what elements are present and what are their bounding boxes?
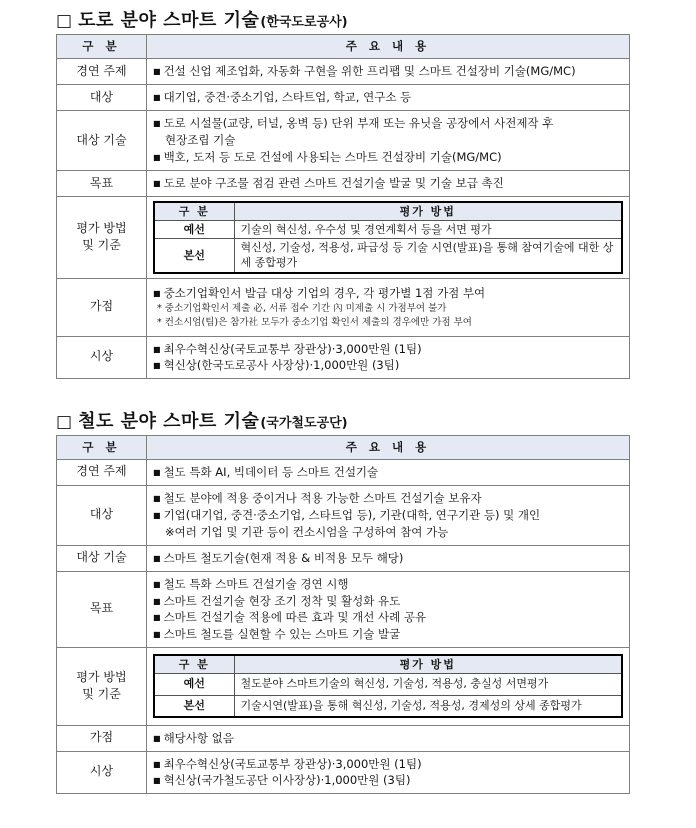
row-value: ■ 해당사항 없음 [153, 730, 623, 747]
row-value: ■ 기업(대기업, 중견·중소기업, 스타트업 등), 기관(대학, 연구기관 등) 및 개인 [153, 507, 623, 524]
row-label: 경연 주제 [57, 459, 147, 485]
section2-heading: 철도 분야 스마트 기술 [78, 410, 260, 432]
row-label: 목표 [57, 171, 147, 197]
row-value: ■ 최우수혁신상(국토교통부 장관상)·3,000만원 (1팀) [153, 756, 623, 773]
eval-label: 예선 [154, 673, 234, 695]
eval-label: 본선 [154, 695, 234, 717]
eval-header-category: 구 분 [154, 655, 234, 673]
row-label: 시상 [57, 751, 147, 793]
row-label: 시상 [57, 336, 147, 378]
table-row [57, 111, 630, 171]
row-value: ■ 혁신상(한국도로공사 사장상)·1,000만원 (3팀) [153, 357, 623, 374]
eval-value: 기술의 혁신성, 우수성 및 경연계획서 등을 서면 평가 [234, 220, 622, 238]
section1-table [56, 34, 630, 379]
table-row [57, 278, 630, 336]
eval-row [154, 238, 622, 272]
table-row [57, 459, 630, 485]
row-label: 평가 방법 및 기준 [57, 197, 147, 279]
section2-title [56, 401, 696, 435]
row-value: ■ 건설 신업 제조업화, 자동화 구현을 위한 프리팹 및 스마트 건설장비 기술(MG/MC) [153, 63, 623, 80]
row-label: 가점 [57, 278, 147, 336]
row-label: 대상 기술 [57, 111, 147, 171]
row-value: ■ 백호, 도저 등 도로 건설에 사용되는 스마트 건설장비 기술(MG/MC) [153, 149, 623, 166]
table-row [57, 485, 630, 545]
section1-organization: (한국도로공사) [260, 15, 348, 30]
eval-row [154, 220, 622, 238]
section2-organization: (국가철도공단) [260, 415, 348, 431]
row-value: ■ 스마트 철도기술(현재 적용 & 비적용 모두 해당) [153, 550, 623, 567]
row-value: ■ 스마트 건설기술 적용에 따른 효과 및 개선 사례 공유 [153, 609, 623, 626]
row-value: ■ 도로 시설물(교량, 터널, 옹벽 등) 단위 부재 또는 유닛을 공장에서 사전제작 후 [153, 115, 623, 132]
row-value: ■ 최우수혁신상(국토교통부 장관상)·3,000만원 (1팀) [153, 341, 623, 358]
header-content: 주 요 내 용 [147, 35, 630, 59]
eval-value: 철도분야 스마트기술의 혁신성, 기술성, 적용성, 충실성 서면평가 [234, 673, 622, 695]
row-value: ■ 스마트 건설기술 현장 조기 정착 및 활성화 유도 [153, 593, 623, 610]
row-value: ■ 철도 분야에 적용 중이거나 적용 가능한 스마트 건설기술 보유자 [153, 490, 623, 507]
row-label: 목표 [57, 571, 147, 647]
table-row [57, 336, 630, 378]
row-value: ■ 중소기업확인서 발급 대상 기업의 경우, 각 평가별 1점 가점 부여 [153, 285, 623, 302]
checkbox-square-icon: □ [56, 11, 73, 31]
row-value: 현장조립 기술 [165, 133, 236, 148]
section2-table [56, 435, 630, 794]
row-value: ■ 철도 특화 AI, 빅데이터 등 스마트 건설기술 [153, 464, 623, 481]
row-label: 대상 [57, 485, 147, 545]
row-label: 가점 [57, 725, 147, 751]
eval-header-method: 평가 방법 [234, 655, 622, 673]
table-header-row [57, 35, 630, 59]
evaluation-table [153, 201, 623, 274]
eval-label: 본선 [154, 238, 234, 272]
eval-row [154, 695, 622, 717]
row-value: ■ 혁신상(국가철도공단 이사장상)·1,000만원 (3팀) [153, 772, 623, 789]
table-row [57, 545, 630, 571]
row-label: 경연 주제 [57, 59, 147, 85]
checkbox-square-icon: □ [56, 411, 73, 432]
row-note: * 컨소시엄(팀)은 참가社 모두가 중소기업 확인서 제출의 경우에만 가점 부여 [153, 316, 623, 330]
eval-value: 기술시연(발표)을 통해 혁신성, 기술성, 적용성, 경제성의 상세 종합평가 [234, 695, 622, 717]
table-row [57, 59, 630, 85]
table-row [57, 725, 630, 751]
table-row [57, 571, 630, 647]
eval-header-category: 구 분 [154, 202, 234, 220]
table-row [57, 85, 630, 111]
row-label: 대상 [57, 85, 147, 111]
table-row [57, 751, 630, 793]
header-category: 구 분 [57, 435, 147, 459]
row-label: 대상 기술 [57, 545, 147, 571]
table-row [57, 197, 630, 279]
header-content: 주 요 내 용 [147, 435, 630, 459]
row-label: 평가 방법 및 기준 [57, 647, 147, 725]
evaluation-table [153, 654, 623, 718]
eval-header-method: 평가 방법 [234, 202, 622, 220]
row-value: ■ 철도 특화 스마트 건설기술 경연 시행 [153, 576, 623, 593]
section1-heading: 도로 분야 스마트 기술 [78, 10, 260, 31]
eval-label: 예선 [154, 220, 234, 238]
table-row [57, 171, 630, 197]
table-row [57, 647, 630, 725]
header-category: 구 분 [57, 35, 147, 59]
row-value: ■ 도로 분야 구조물 점검 관련 스마트 건설기술 발굴 및 기술 보급 촉진 [153, 175, 623, 192]
table-header-row [57, 435, 630, 459]
section1-title [56, 0, 696, 34]
row-note: ※ 여러 기업 및 기관 등이 컨소시엄을 구성하여 참여 가능 [153, 524, 623, 541]
row-value: ■ 대기업, 중견·중소기업, 스타트업, 학교, 연구소 등 [153, 89, 623, 106]
eval-value: 혁신성, 기술성, 적용성, 파급성 등 기술 시연(발표)을 통해 참여기술에 대한 상세 종합평가 [234, 238, 622, 272]
eval-row [154, 673, 622, 695]
row-value: ■ 스마트 철도를 실현할 수 있는 스마트 기술 발굴 [153, 626, 623, 643]
row-note: * 중소기업확인서 제출 必, 서류 접수 기간 內 미제출 시 가점부여 불가 [153, 302, 623, 316]
